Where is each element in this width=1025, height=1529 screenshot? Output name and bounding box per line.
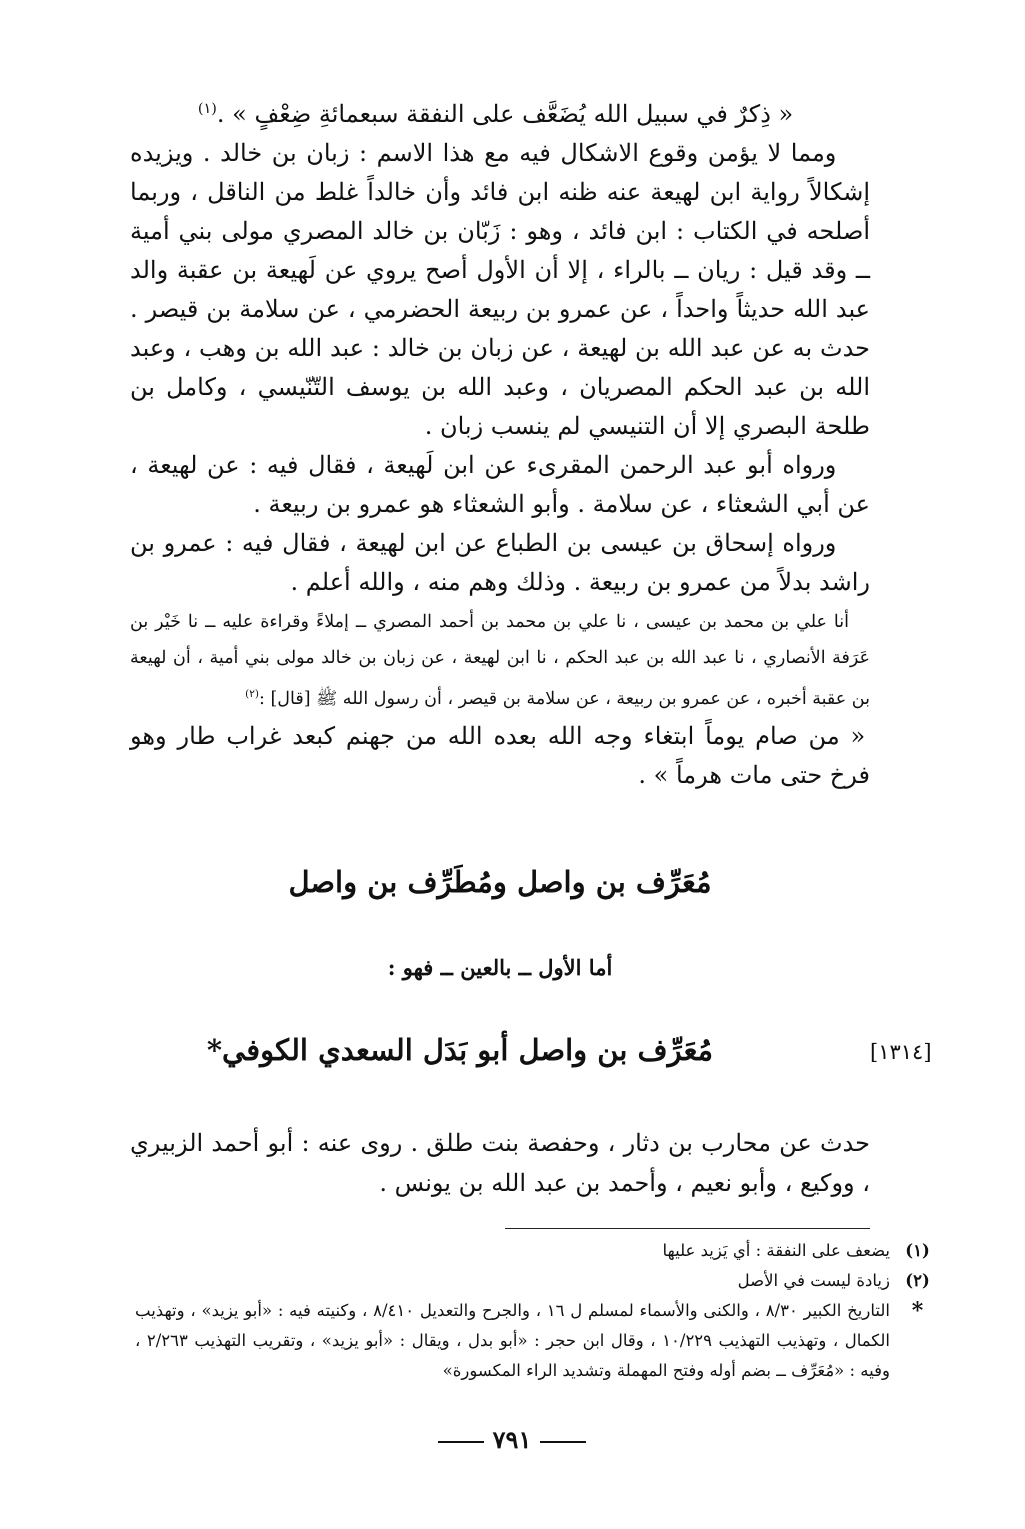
hadith-text: « من صام يوماً ابتغاء وجه الله بعده الله من جهنم كبعد غراب طار وهو فرخ حتى مات هرماً » . bbox=[130, 721, 870, 789]
isnad-text: أنا علي بن محمد بن عيسى ، نا علي بن محمد بن أحمد المصري ــ إملاءً وقراءة عليه ــ نا خَيْر بن عَرَفة الأنصاري ، نا عبد الله بن عبد الحكم ، نا ابن لهيعة ، عن زبان بن خالد مولى بني أمية ، أن لهيعة بن عقبة أخبره ، عن عمرو بن ربيعة ، عن سلامة بن قيصر ، أن رسول الله ﷺ [قال] : bbox=[130, 612, 870, 709]
footnote-text: يضعف على النفقة : أي يَزيد عليها bbox=[662, 1241, 890, 1260]
entry-number: [١٣١٤] bbox=[870, 1040, 932, 1064]
paragraph-zabban: ومما لا يؤمن وقوع الاشكال فيه مع هذا الاسم : زبان بن خالد . ويزيده إشكالاً رواية ابن لهيعة عنه ظنه ابن فائد وأن خالداً غلط من الناقل ، وربما أصلحه في الكتاب : ابن فائد ، وهو : زَبّان بن خالد المصري مولى بني أمية ــ وقد قيل : ريان ــ بالراء ، إلا أن الأول أصح يروي عن لَهيعة بن عقبة والد عبد الله حديثاً واحداً ، عن عمرو بن ربيعة الحضرمي ، عن سلامة بن قيصر . حدث به عن عبد الله بن لهيعة ، عن زبان بن خالد : عبد الله بن وهب ، وعبد الله بن عبد الحكم المصريان ، وعبد الله بن يوسف التّنّيسي ، وكامل بن طلحة البصري إلا أن التنيسي لم ينسب زبان . bbox=[130, 139, 871, 440]
entry-title: مُعَرِّف بن واصل أبو بَدَل السعدي الكوفي* bbox=[206, 1033, 714, 1067]
page-number bbox=[412, 1425, 612, 1454]
footnote-text: التاريخ الكبير ٨/٣٠ ، والكنى والأسماء لمسلم ل ١٦ ، والجرح والتعديل ٨/٤١٠ ، وكنيته فيه : «أبو يزيد» ، وتهذيب الكمال ، وتهذيب التهذيب ١٠/٢٢٩ ، وقال ابن حجر : «أبو بدل ، ويقال : «أبو يزيد» ، وتقريب التهذيب ٢/٢٦٣ ، وفيه : «مُعَرِّف ــ بضم أوله وفتح المهملة وتشديد الراء المكسورة» bbox=[135, 1301, 890, 1380]
footnote-text: زيادة ليست في الأصل bbox=[737, 1271, 890, 1290]
footnote-ref-2[interactable]: (٢) bbox=[245, 688, 260, 700]
footnote-2 bbox=[135, 1266, 945, 1296]
section-subheading: أما الأول ــ بالعين ــ فهو : bbox=[387, 955, 613, 980]
footnote-mark: (٢) bbox=[905, 1271, 930, 1290]
paragraph-ishaq: ورواه إسحاق بن عيسى بن الطباع عن ابن لهيعة ، فقال فيه : عمرو بن راشد بدلاً من عمرو بن ربيعة . وذلك وهم منه ، والله أعلم . bbox=[130, 529, 870, 596]
page-number-dash bbox=[438, 1441, 484, 1443]
footnotes bbox=[135, 1236, 945, 1386]
footnote-star bbox=[135, 1296, 945, 1386]
footnote-1 bbox=[135, 1236, 945, 1266]
intro-quote-text: « ذِكرٌ في سبيل الله يُضَعَّف على النفقة سبعمائةِ ضِعْفٍ » . bbox=[216, 100, 794, 128]
footnote-mark: * bbox=[911, 1298, 924, 1324]
footnote-ref-1[interactable]: (١) bbox=[197, 101, 217, 117]
intro-quote bbox=[130, 90, 870, 134]
footnote-mark: (١) bbox=[905, 1241, 930, 1260]
section-heading: مُعَرِّف بن واصل ومُطَرِّف بن واصل bbox=[288, 865, 712, 899]
page-number-dash bbox=[540, 1441, 586, 1443]
isnad-chain bbox=[130, 604, 870, 717]
page-number-value: ٧٩١ bbox=[492, 1425, 532, 1454]
entry-text: حدث عن محارب بن دثار ، وحفصة بنت طلق . روى عنه : أبو أحمد الزبيري ، ووكيع ، وأبو نعيم ، وأحمد بن عبد الله بن يونس . bbox=[130, 1129, 870, 1197]
paragraph-muqri: ورواه أبو عبد الرحمن المقرىء عن ابن لَهيعة ، فقال فيه : عن لهيعة ، عن أبي الشعثاء ، عن سلامة . وأبو الشعثاء هو عمرو بن ربيعة . bbox=[130, 451, 870, 518]
footnote-separator bbox=[505, 1228, 870, 1229]
main-text bbox=[130, 90, 870, 795]
